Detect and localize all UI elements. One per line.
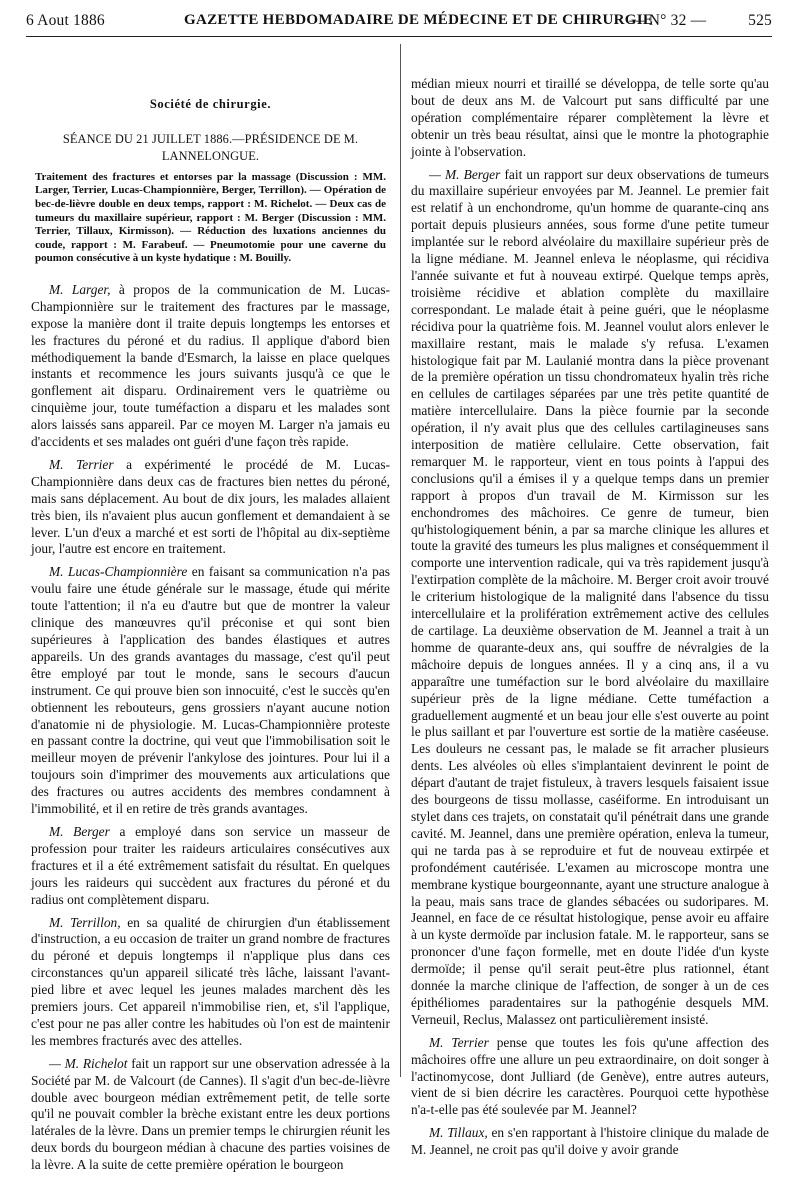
speaker-name: M. Terrier (429, 1034, 489, 1050)
paragraph (411, 1125, 769, 1159)
paragraph (31, 1056, 390, 1174)
speaker-name: M. Larger, (49, 281, 111, 297)
paragraph (31, 457, 390, 558)
section-heading: Société de chirurgie. (149, 97, 272, 111)
right-column (411, 76, 769, 1165)
issue-date: 6 Aout 1886 (26, 12, 105, 29)
paragraph (31, 915, 390, 1050)
speaker-name: M. Terrillon, (49, 914, 121, 930)
paragraph-text: médian mieux nourri et tiraillé se développa, de telle sorte qu'au bout de deux ans M. de Valcourt put sans difficulté par une opération complémentaire réparer complètement la lèvre et obtenir un très beau résultat, ainsi que le montre la photographie jointe à l'observation. (411, 76, 769, 159)
paragraph-text: fait un rapport sur deux observations de tumeurs du maxillaire supérieur envoyées par M. Jeannel. Le premier fait est relatif à un enchondrome, qu'un homme de quarante-cinq ans portait depuis plusieurs années, sous forme d'une petite tumeur implantée sur le rebord alvéolaire du maxillaire supérieur près de la ligne médiane. M. Jeannel enleva le néoplasme, qui récidiva l'année suivante et fut à nouveau extirpé. Quelque temps après, troisième récidive et ablation complète du maxillaire correspondant. Le malade était à peine guéri, que le néoplasme récidiva pour la quatrième fois. M. Jeannel voulut alors enlever le maxillaire restant, mais le malade s'y refusa. L'examen histologique fait par M. Laulanié montra dans la pièce provenant de la première opération un tissu chondromateux hyalin très riche en cellules de cartilages séparées par une très petite quantité de matière intercellulaire. Dans la pièce fournie par la seconde opération, il n'y avait plus que des cellules cartilagineuses sans interposition de matière cellulaire. Cette observation, fait remarquer M. le rapporteur, vient en tous points à l'appui des conclusions qu'il a émises il y a quelque temps dans un premier rapport à propos d'un travail de M. Kirmisson sur les enchondromes des mâchoires. Ce genre de tumeur, bien qu'histologiquement bénin, a par sa marche clinique les allures et toute la gravité des tumeurs les plus malignes et conséquemment il comporte une intervention radicale, qui va très rapidement jusqu'à l'extirpation complète de la mâchoire. M. Berger croit avoir trouvé le criterium histologique de la malignité dans l'absence du tissu intercellulaire et la prolifération extrêmement active des cellules de cartilage. La deuxième observation de M. Jeannel a trait à un homme de quarante-deux ans, qui souffre de névralgies de la mâchoire depuis de longues années. Il y a cinq ans, il a vu apparaître une tuméfaction sur le bord alvéolaire du maxillaire supérieur près de la ligne médiane. Cette tuméfaction a graduellement augmenté et un beau jour elle s'est ouverte au point le plus saillant et par l'ouverture est sortie de la matière caséeuse. Les douleurs ne cessant pas, le malade se fit arracher plusieurs dents. Les alvéoles où elles s'implantaient devinrent le point de départ d'autant de trajet fistuleux, à travers lesquels faisaient issue des bourgeons de tissu mollasse, caséiforme. En introduisant un stylet dans ces trajets, on constatait qu'il pénétrait dans une grande cavité. M. Jeannel, dans une première opération, enleva la tumeur, qui ne tarda pas à se reproduire et fut de nouveau extirpée et profondément cautérisée. L'examen au microscope montra une membrane kystique bourgeonnante, ayant une structure analogue à la peau, mais sans trace de glandes sébacées ou sudoripares. M. Jeannel, en face de ce résultat histologique, pense avoir eu affaire à un kyste dermoïde par inclusion fatale. M. le rapporteur, sans se prononcer d'une façon formelle, met en doute l'idée d'un kyste dermoïde; il pense qu'il serait peut-être plus rationnel, étant donnée la marche clinique de l'affection, de songer à un de ces épithéliomes paradentaires sur la pathogénie desquels MM. Verneuil, Reclus, Malassez ont particulièrement insisté. (411, 166, 769, 1027)
paragraph-text: en s'en rapportant à l'histoire clinique du malade de M. Jeannel, ne croit pas qu'il doive y avoir grande (411, 1125, 769, 1158)
paragraph-text: fait un rapport sur une observation adressée à la Société par M. de Valcourt (de Cannes). Il s'agit d'un bec-de-lièvre double avec bourgeon médian extrêmement petit, de telle sorte qu'il ne pouvait combler la brèche existant entre les deux portions latérales de la lèvre. Dans un premier temps le chirurgien réunit les deux bords du bourgeon médian à chacune des parties voisines de la lèvre. A la suite de cette première opération le bourgeon (31, 1055, 390, 1173)
paragraph (31, 824, 390, 909)
speaker-name: M. Tillaux, (429, 1125, 488, 1141)
paragraph (411, 167, 769, 1029)
paragraph-text: en faisant sa communication n'a pas voulu faire une étude générale sur le massage, étude qui mérite toute l'attention; il n'a eu d'autre but que de montrer la valeur clinique des manœuvres qu'il préconise et qui sont bien supérieures à l'application des bandes élastiques et autres appareils. Un des grands avantages du massage, c'est qu'il peut être employé par tout le monde, sans le secours d'aucun instrument. Ce qui prouve bien son innocuité, c'est le succès qu'en obtiennent les rebouteurs, gens grossiers n'ayant aucune notion d'anatomie ni de physiologie. M. Lucas-Championnière proteste en passant contre la doctrine, qui veut que l'immobilisation soit le meilleur moyen de prévenir l'ankylose des jointures. Pour lui il a toujours soin d'imprimer des mouvements aux articulations que des fractures ou autres accidents des membres condamnent à l'immobilité, et il en retire de très grands avantages. (31, 564, 390, 817)
header-rule (26, 36, 772, 37)
page-number: 525 (748, 12, 772, 29)
paragraph (411, 76, 769, 161)
left-column (31, 48, 390, 1180)
speaker-name: — M. Berger (429, 166, 501, 182)
right-paragraphs (411, 76, 769, 1159)
paragraph-text: en sa qualité de chirurgien d'un établissement d'instruction, a eu occasion de traiter un grand nombre de fractures du péroné et depuis longtemps il n'applique plus dans ces circonstances qu'un appareil silicaté très lâche, laissant l'avant-pied libre et avec lequel les jeunes malades marchent dès les premiers jours. Cet appareil n'immobilise rien, et, s'il l'applique, c'est pour ne pas aller contre les habitudes où l'on est de maintenir les membres fracturés avec des attelles. (31, 914, 390, 1048)
paragraph-text: a employé dans son service un masseur de profession pour traiter les raideurs articulaires consécutives aux fractures et il a été extrêmement satisfait du résultat. En quelques jours les raideurs qui succèdent aux fractures du péroné et du radius ont complètement disparu. (31, 823, 390, 907)
page-header (26, 8, 772, 38)
issue-number: — N° 32 — (629, 12, 707, 29)
session-line: SÉANCE DU 21 JUILLET 1886.—PRÉSIDENCE DE M. LANNELONGUE. (62, 131, 359, 163)
journal-title: GAZETTE HEBDOMADAIRE DE MÉDECINE ET DE CHIRURGIE (184, 12, 654, 28)
speaker-name: — M. Richelot (49, 1055, 128, 1071)
paragraph-text: a expérimenté le procédé de M. Lucas-Championnière dans deux cas de fractures bien nettes du péroné, mais sans déplacement. Au bout de dix jours, les malades allaient très bien, ils n'avaient plus aucun gonflement et demandaient à se lever. L'un d'eux a marché et est sorti de l'hôpital au dix-septième jour, l'autre est encore en traitement. (31, 456, 390, 557)
paragraph-text: à propos de la communication de M. Lucas-Championnière sur le traitement des fractures par le massage, expose la manière dont il traite depuis longtemps les entorses et les fractures du péroné et du radius. Il applique d'abord bien méthodiquement la bande d'Esmarch, la laisse en place quelques instants et recommence les jours suivants jusqu'à ce que le gonflement ait disparu. Ordinairement vers le quatrième ou cinquième jour, toute tuméfaction a disparu et les malades sont alors laissés sans appareil. Par ce moyen M. Larger n'a jamais eu d'accidents et ses malades ont guéri d'une façon très rapide. (31, 281, 391, 450)
paragraph (31, 282, 390, 451)
paragraph-text: pense que toutes les fois qu'une affection des mâchoires offre une allure un peu extraordinaire, on doit songer à l'actinomycose, dont Julliard (de Genève), entre autres auteurs, vient de si bien décrire les caractères. Pourquoi cette hypothèse n'a-t-elle pas été soulevée par M. Jeannel? (411, 1034, 769, 1118)
speaker-name: M. Terrier (49, 456, 114, 472)
speaker-name: M. Lucas-Championnière (49, 564, 188, 580)
column-divider (400, 44, 401, 1077)
left-paragraphs (31, 282, 390, 1174)
speaker-name: M. Berger (49, 823, 110, 839)
paragraph (31, 564, 390, 818)
session-summary: Traitement des fractures et entorses par la massage (Discussion : MM. Larger, Terrier, Lucas-Championnière, Berger, Terrillon). — Opération de bec-de-lièvre double en deux temps, rapport : M. Richelot. — Deux cas de tumeurs du maxillaire supérieur, rapport : M. Berger (Discussion : MM. Terrier, Tillaux, Kirmisson). — Réduction des luxations anciennes du coude, rapport : M. Farabeuf. — Pneumotomie pour une caverne du poumon consécutive à un kyste hydatique : M. Bouilly. (35, 170, 386, 265)
paragraph (411, 1035, 769, 1120)
